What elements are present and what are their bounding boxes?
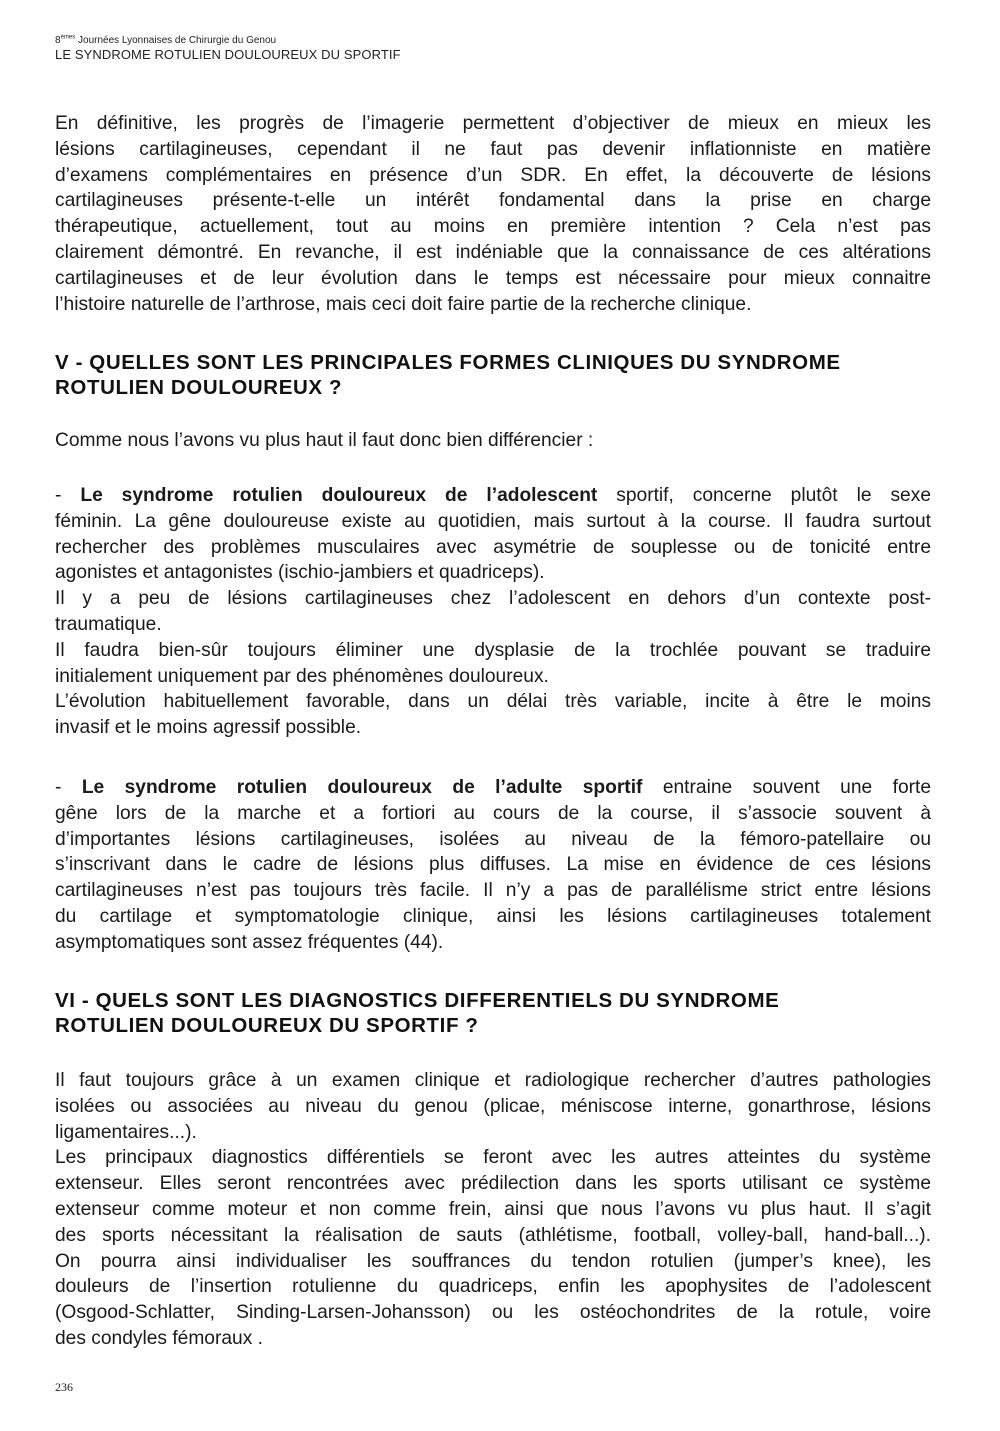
section-6-heading [55,988,935,1038]
header-ordinal-sup: èmes [60,34,76,41]
text-line: l’histoire naturelle de l’arthrose, mais ceci doit faire partie de la recherche clinique. [55,293,752,315]
text-line: traumatique. [55,613,162,635]
text-line: gêne lors de la marche et a fortiori au cours de la course, il s’associe souvent à [55,802,931,824]
page-number: 236 [55,1380,73,1394]
text-line: lésions cartilagineuses, cependant il ne faut pas devenir inflationniste en matière [55,138,931,160]
text-line: du cartilage et symptomatologie clinique, ainsi les lésions cartilagineuses totalement [55,905,931,927]
text-line: s’inscrivant dans le cadre de lésions plus diffuses. La mise en évidence de ces lésions [55,854,931,876]
bullet-dash: - [55,485,81,506]
header-event: Journées Lyonnaises de Chirurgie du Genou [75,35,277,46]
text-line: extenseur. Elles seront rencontrées avec prédilection dans les sports utilisant ce système [55,1173,931,1195]
heading-line: V - QUELLES SONT LES PRINCIPALES FORMES CLINIQUES DU SYNDROME [55,351,841,374]
text-line: initialement uniquement par des phénomènes douloureux. [55,665,549,687]
text-line: des condyles fémoraux . [55,1327,263,1349]
intro-paragraph [55,111,931,317]
adult-first-line-rest: entraine souvent une forte [642,777,932,798]
text-line: Il faut toujours grâce à un examen clinique et radiologique rechercher d’autres pathologies [55,1070,931,1091]
section-6-paragraph [55,1068,931,1352]
text-line: cartilagineuses n’est pas toujours très facile. Il n’y a pas de parallélisme strict entre lésions [55,880,931,902]
text-line: d’importantes lésions cartilagineuses, isolées au niveau de la fémoro-patellaire ou [55,828,931,850]
adolescent-lead: Le syndrome rotulien douloureux de l’adolescent [80,485,598,506]
section-5-intro [55,428,931,454]
text-line: clairement démontré. En revanche, il est indéniable que la connaissance de ces altérations [55,241,931,263]
text-line: cartilagineuses et de leur évolution dans le temps est nécessaire pour mieux connaitre [55,267,931,289]
text-line: ligamentaires...). [55,1121,197,1143]
heading-line: ROTULIEN DOULOUREUX ? [55,376,343,399]
text-line: Il y a peu de lésions cartilagineuses chez l’adolescent en dehors d’un contexte post- [55,588,931,610]
text-line: féminin. La gêne douloureuse existe au quotidien, mais surtout à la course. Il faudra surtout [55,510,931,532]
text-line: cartilagineuses présente-t-elle un intérêt fondamental dans la prise en charge [55,190,931,212]
header-ordinal: 8 [55,35,61,46]
text-line: agonistes et antagonistes (ischio-jambiers et quadriceps). [55,562,545,584]
adult-paragraph [55,775,931,956]
text-line: (Osgood-Schlatter, Sinding-Larsen-Johansson) ou les ostéochondrites de la rotule, voire [55,1302,931,1324]
text-line: Il faudra bien-sûr toujours éliminer une dysplasie de la trochlée pouvant se traduire [55,639,931,661]
adolescent-first-line-rest: sportif, concerne plutôt le sexe [597,485,931,506]
text-line: L’évolution habituellement favorable, dans un délai très variable, incite à être le moins [55,691,931,713]
text-line: asymptomatiques sont assez fréquentes (44). [55,931,444,953]
heading-line: VI - QUELS SONT LES DIAGNOSTICS DIFFERENTIELS DU SYNDROME [55,989,780,1012]
text-line [55,775,931,801]
text-line: thérapeutique, actuellement, tout au moins en première intention ? Cela n’est pas [55,216,931,238]
running-header [55,34,401,63]
text-line: isolées ou associées au niveau du genou (plicae, méniscose interne, gonarthrose, lésions [55,1095,931,1117]
text-line: invasif et le moins agressif possible. [55,717,362,739]
text-line: douleurs de l’insertion rotulienne du quadriceps, enfin les apophysites de l’adolescent [55,1276,931,1298]
section-5-heading [55,350,935,400]
text-line: On pourra ainsi individualiser les souffrances du tendon rotulien (jumper’s knee), les [55,1250,931,1272]
text-line [55,483,931,509]
text-line: rechercher des problèmes musculaires avec asymétrie de souplesse ou de tonicité entre [55,536,931,558]
adolescent-paragraph [55,483,931,741]
text-line: Les principaux diagnostics différentiels se feront avec les autres atteintes du système [55,1147,931,1169]
heading-line: ROTULIEN DOULOUREUX DU SPORTIF ? [55,1014,479,1037]
bullet-dash: - [55,777,82,798]
text-line: extenseur comme moteur et non comme frein, ainsi que nous l’avons vu plus haut. Il s’agit [55,1198,931,1220]
text-line: Comme nous l’avons vu plus haut il faut donc bien différencier : [55,430,594,451]
text-line: d’examens complémentaires en présence d’un SDR. En effet, la découverte de lésions [55,164,931,186]
header-title: LE SYNDROME ROTULIEN DOULOUREUX DU SPORTIF [55,47,401,62]
text-line: des sports nécessitant la réalisation de sauts (athlétisme, football, volley-ball, hand-ball...). [55,1224,931,1246]
text-line: En définitive, les progrès de l’imagerie permettent d’objectiver de mieux en mieux les [55,113,931,134]
header-event-line [55,34,401,47]
adult-lead: Le syndrome rotulien douloureux de l’adulte sportif [81,777,643,798]
